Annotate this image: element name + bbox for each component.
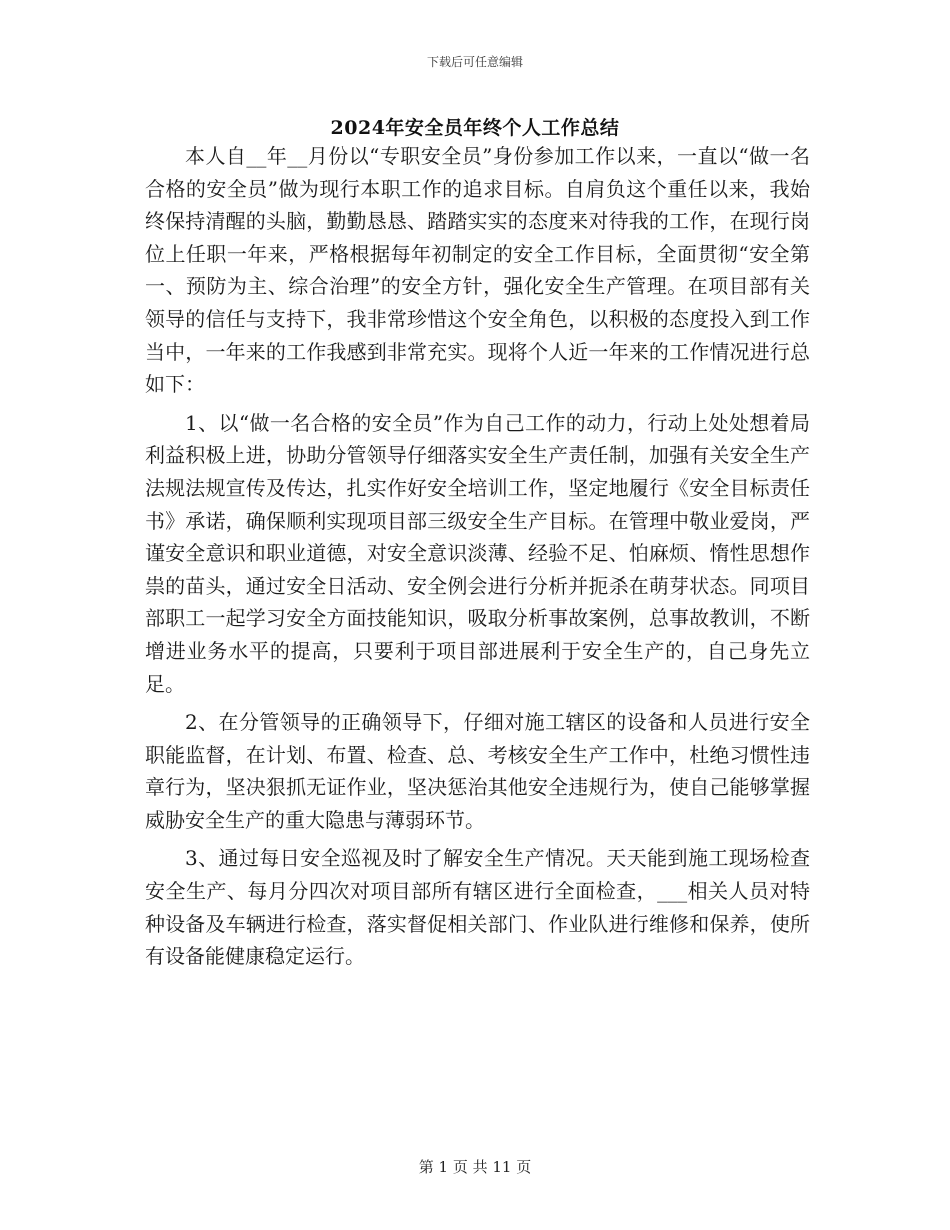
- page-header-note: 下载后可任意编辑: [426, 55, 523, 69]
- paragraph-item-1: 1、以“做一名合格的安全员”作为自己工作的动力，行动上处处想着局利益积极上进，协助分管领导仔细落实安全生产责任制，加强有关安全生产法规法规宣传及传达，扎实作好安全培训工作，坚定地履行《安全目标责任书》承诺，确保顺利实现项目部三级安全生产目标。在管理中敬业爱岗，严谨安全意识和职业道德，对安全意识淡薄、经验不足、怕麻烦、惰性思想作祟的苗头，通过安全日活动、安全例会进行分析并扼杀在萌芽状态。同项目部职工一起学习安全方面技能知识，吸取分析事故案例，总事故教训，不断增进业务水平的提高，只要利于项目部进展利于安全生产的，自己身先立足。: [145, 410, 810, 696]
- paragraph-item-3: 3、通过每日安全巡视及时了解安全生产情况。天天能到施工现场检查安全生产、每月分四次对项目部所有辖区进行全面检查，___相关人员对特种设备及车辆进行检查，落实督促相关部门、作业队进行维修和保养，使所有设备能健康稳定运行。: [145, 846, 810, 969]
- document-body: [145, 140, 810, 979]
- document-title: 2024年安全员年终个人工作总结: [330, 117, 620, 139]
- paragraph-intro: 本人自__年__月份以“专职安全员”身份参加工作以来，一直以“做一名合格的安全员”做为现行本职工作的追求目标。自肩负这个重任以来，我始终保持清醒的头脑，勤勤恳恳、踏踏实实的态度来对待我的工作，在现行岗位上任职一年来，严格根据每年初制定的安全工作目标，全面贯彻“安全第一、预防为主、综合治理”的安全方针，强化安全生产管理。在项目部有关领导的信任与支持下，我非常珍惜这个安全角色，以积极的态度投入到工作当中，一年来的工作我感到非常充实。现将个人近一年来的工作情况进行总如下：: [145, 144, 810, 397]
- page-number-footer: 第 1 页 共 11 页: [418, 1158, 532, 1176]
- paragraph-item-2: 2、在分管领导的正确领导下，仔细对施工辖区的设备和人员进行安全职能监督，在计划、布置、检查、总、考核安全生产工作中，杜绝习惯性违章行为，坚决狠抓无证作业，坚决惩治其他安全违规行为，使自己能够掌握威胁安全生产的重大隐患与薄弱环节。: [145, 710, 810, 832]
